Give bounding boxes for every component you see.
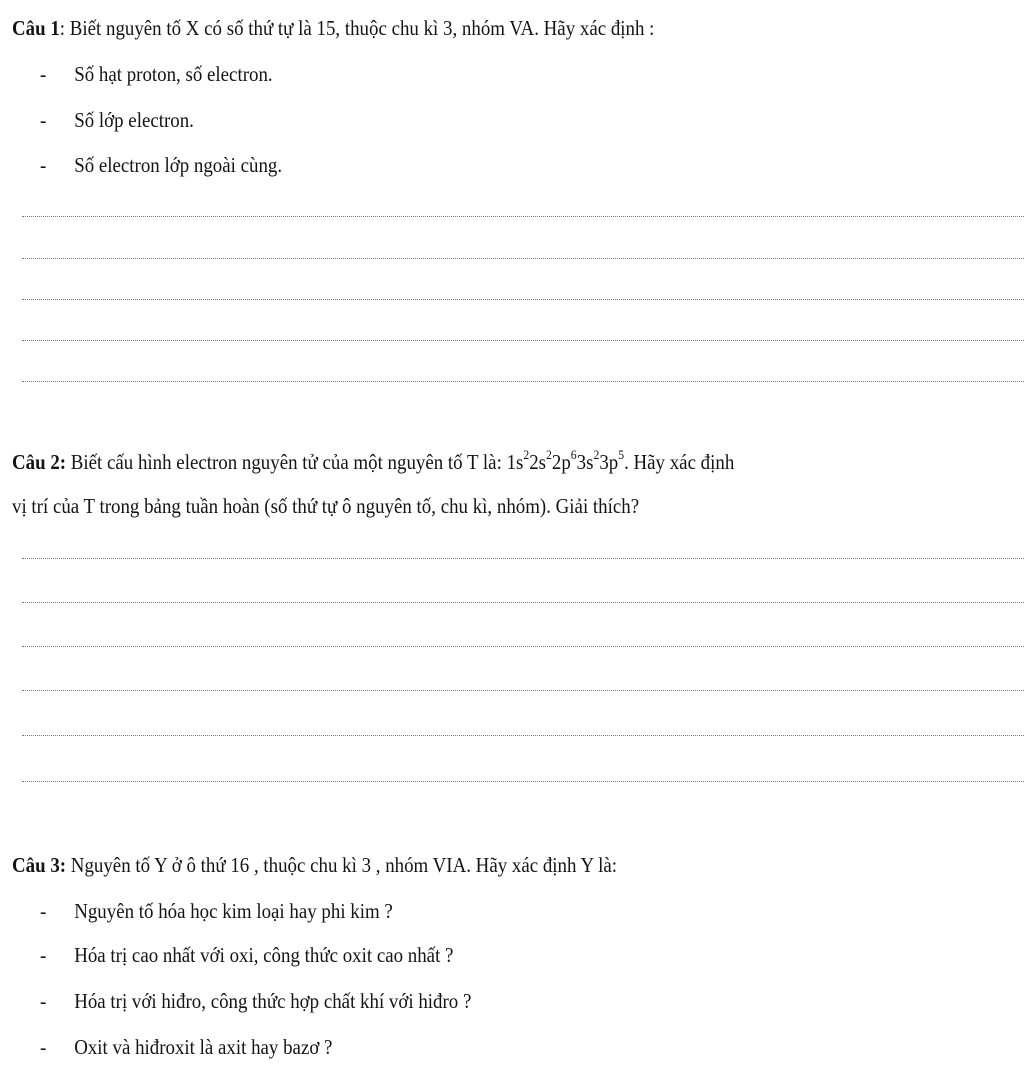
bullet-text: Số lớp electron. [74, 108, 194, 132]
bullet-text: Số hạt proton, số electron. [74, 62, 273, 86]
electron-configuration [506, 447, 625, 474]
config-exponent: 2 [593, 447, 600, 462]
config-term: 2s [529, 450, 547, 474]
bullet-dash: - [40, 989, 47, 1013]
config-exponent: 6 [570, 447, 577, 462]
config-term: 3s [576, 450, 594, 474]
bullet-text: Hóa trị cao nhất với oxi, công thức oxit cao nhất ? [74, 943, 454, 967]
answer-line [22, 646, 1024, 647]
question-2-text-end: . Hãy xác định [624, 450, 735, 474]
answer-line [22, 602, 1024, 603]
question-2-label: Câu 2: [12, 450, 67, 474]
bullet-text: Hóa trị với hiđro, công thức hợp chất khí với hiđro ? [74, 989, 472, 1013]
config-exponent: 2 [523, 447, 530, 462]
bullet-dash: - [40, 943, 47, 967]
config-exponent: 2 [546, 447, 552, 462]
answer-line [22, 258, 1024, 259]
question-2-heading [12, 448, 734, 476]
answer-line [22, 781, 1024, 782]
question-1-label: Câu 1 [12, 16, 60, 40]
question-1-bullet-2 [40, 106, 194, 134]
answer-line [22, 299, 1024, 300]
answer-line [22, 381, 1024, 382]
bullet-dash: - [40, 62, 47, 86]
answer-line [22, 340, 1024, 341]
answer-line [22, 735, 1024, 736]
config-term: 3p [599, 450, 619, 474]
bullet-dash: - [40, 899, 47, 923]
bullet-dash: - [40, 108, 47, 132]
question-1-text: : Biết nguyên tố X có số thứ tự là 15, thuộc chu kì 3, nhóm VA. Hãy xác định : [59, 16, 655, 40]
question-2-line-2: vị trí của T trong bảng tuần hoàn (số thứ tự ô nguyên tố, chu kì, nhóm). Giải thích? [12, 494, 640, 518]
question-1-bullet-3 [40, 151, 282, 179]
question-3-heading [12, 851, 617, 879]
config-exponent: 5 [618, 447, 625, 462]
question-2-text: Biết cấu hình electron nguyên tử của một nguyên tố T là: [66, 450, 507, 474]
bullet-text: Số electron lớp ngoài cùng. [74, 153, 283, 177]
question-3-bullet-2 [40, 941, 453, 969]
config-term: 1s [506, 450, 524, 474]
question-1-heading [12, 14, 654, 42]
answer-line [22, 216, 1024, 217]
question-3-bullet-3 [40, 987, 471, 1015]
bullet-text: Nguyên tố hóa học kim loại hay phi kim ? [74, 899, 393, 923]
question-3-text: Nguyên tố Y ở ô thứ 16 , thuộc chu kì 3 , nhóm VIA. Hãy xác định Y là: [66, 853, 618, 877]
question-3-bullet-4 [40, 1033, 332, 1061]
bullet-dash: - [40, 153, 47, 177]
bullet-dash: - [40, 1035, 47, 1059]
question-3-label: Câu 3: [12, 853, 67, 877]
config-term: 2p [551, 450, 571, 474]
question-3-bullet-1 [40, 897, 393, 925]
answer-line [22, 690, 1024, 691]
bullet-text: Oxit và hiđroxit là axit hay bazơ ? [74, 1035, 333, 1059]
answer-line [22, 558, 1024, 559]
question-1-bullet-1 [40, 60, 273, 88]
